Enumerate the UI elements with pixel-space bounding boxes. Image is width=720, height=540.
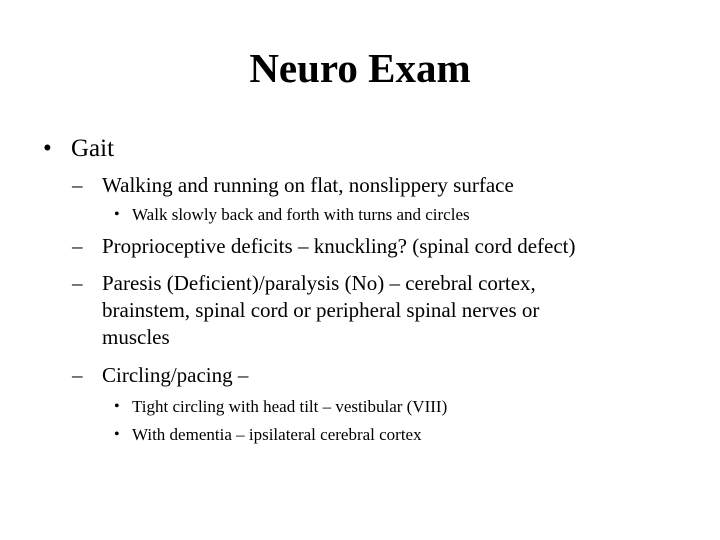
sub-sub-item-walk-slowly	[114, 204, 470, 226]
sub-sub-item-tight-circling	[114, 396, 447, 418]
bullet-marker: •	[114, 398, 120, 415]
dash-marker: –	[72, 234, 83, 258]
sub-sub-item-dementia	[114, 424, 422, 446]
sub-item-text: Circling/pacing –	[102, 363, 249, 387]
sub-item-text: Walking and running on flat, nonslippery surface	[102, 173, 514, 197]
dash-marker: –	[72, 363, 83, 387]
sub-item-paresis	[72, 270, 612, 351]
sub-sub-item-text: Walk slowly back and forth with turns and circles	[132, 205, 470, 224]
sub-item-walking	[72, 172, 662, 199]
slide-title: Neuro Exam	[249, 45, 471, 91]
bullet-marker: •	[114, 206, 120, 223]
dash-marker: –	[72, 271, 83, 295]
sub-item-circling	[72, 362, 662, 389]
bullet-text: Gait	[71, 135, 115, 162]
sub-item-text: Paresis (Deficient)/paralysis (No) – cerebral cortex, brainstem, spinal cord or peripheral spinal nerves or muscles	[102, 271, 540, 349]
dash-marker: –	[72, 173, 83, 197]
bullet-marker: •	[43, 135, 52, 162]
bullet-marker: •	[114, 426, 120, 443]
sub-sub-item-text: With dementia – ipsilateral cerebral cortex	[132, 425, 422, 444]
sub-sub-item-text: Tight circling with head tilt – vestibular (VIII)	[132, 397, 448, 416]
sub-item-text: Proprioceptive deficits – knuckling? (spinal cord defect)	[102, 234, 576, 258]
sub-item-proprioceptive	[72, 233, 662, 260]
bullet-item-gait	[43, 134, 114, 164]
